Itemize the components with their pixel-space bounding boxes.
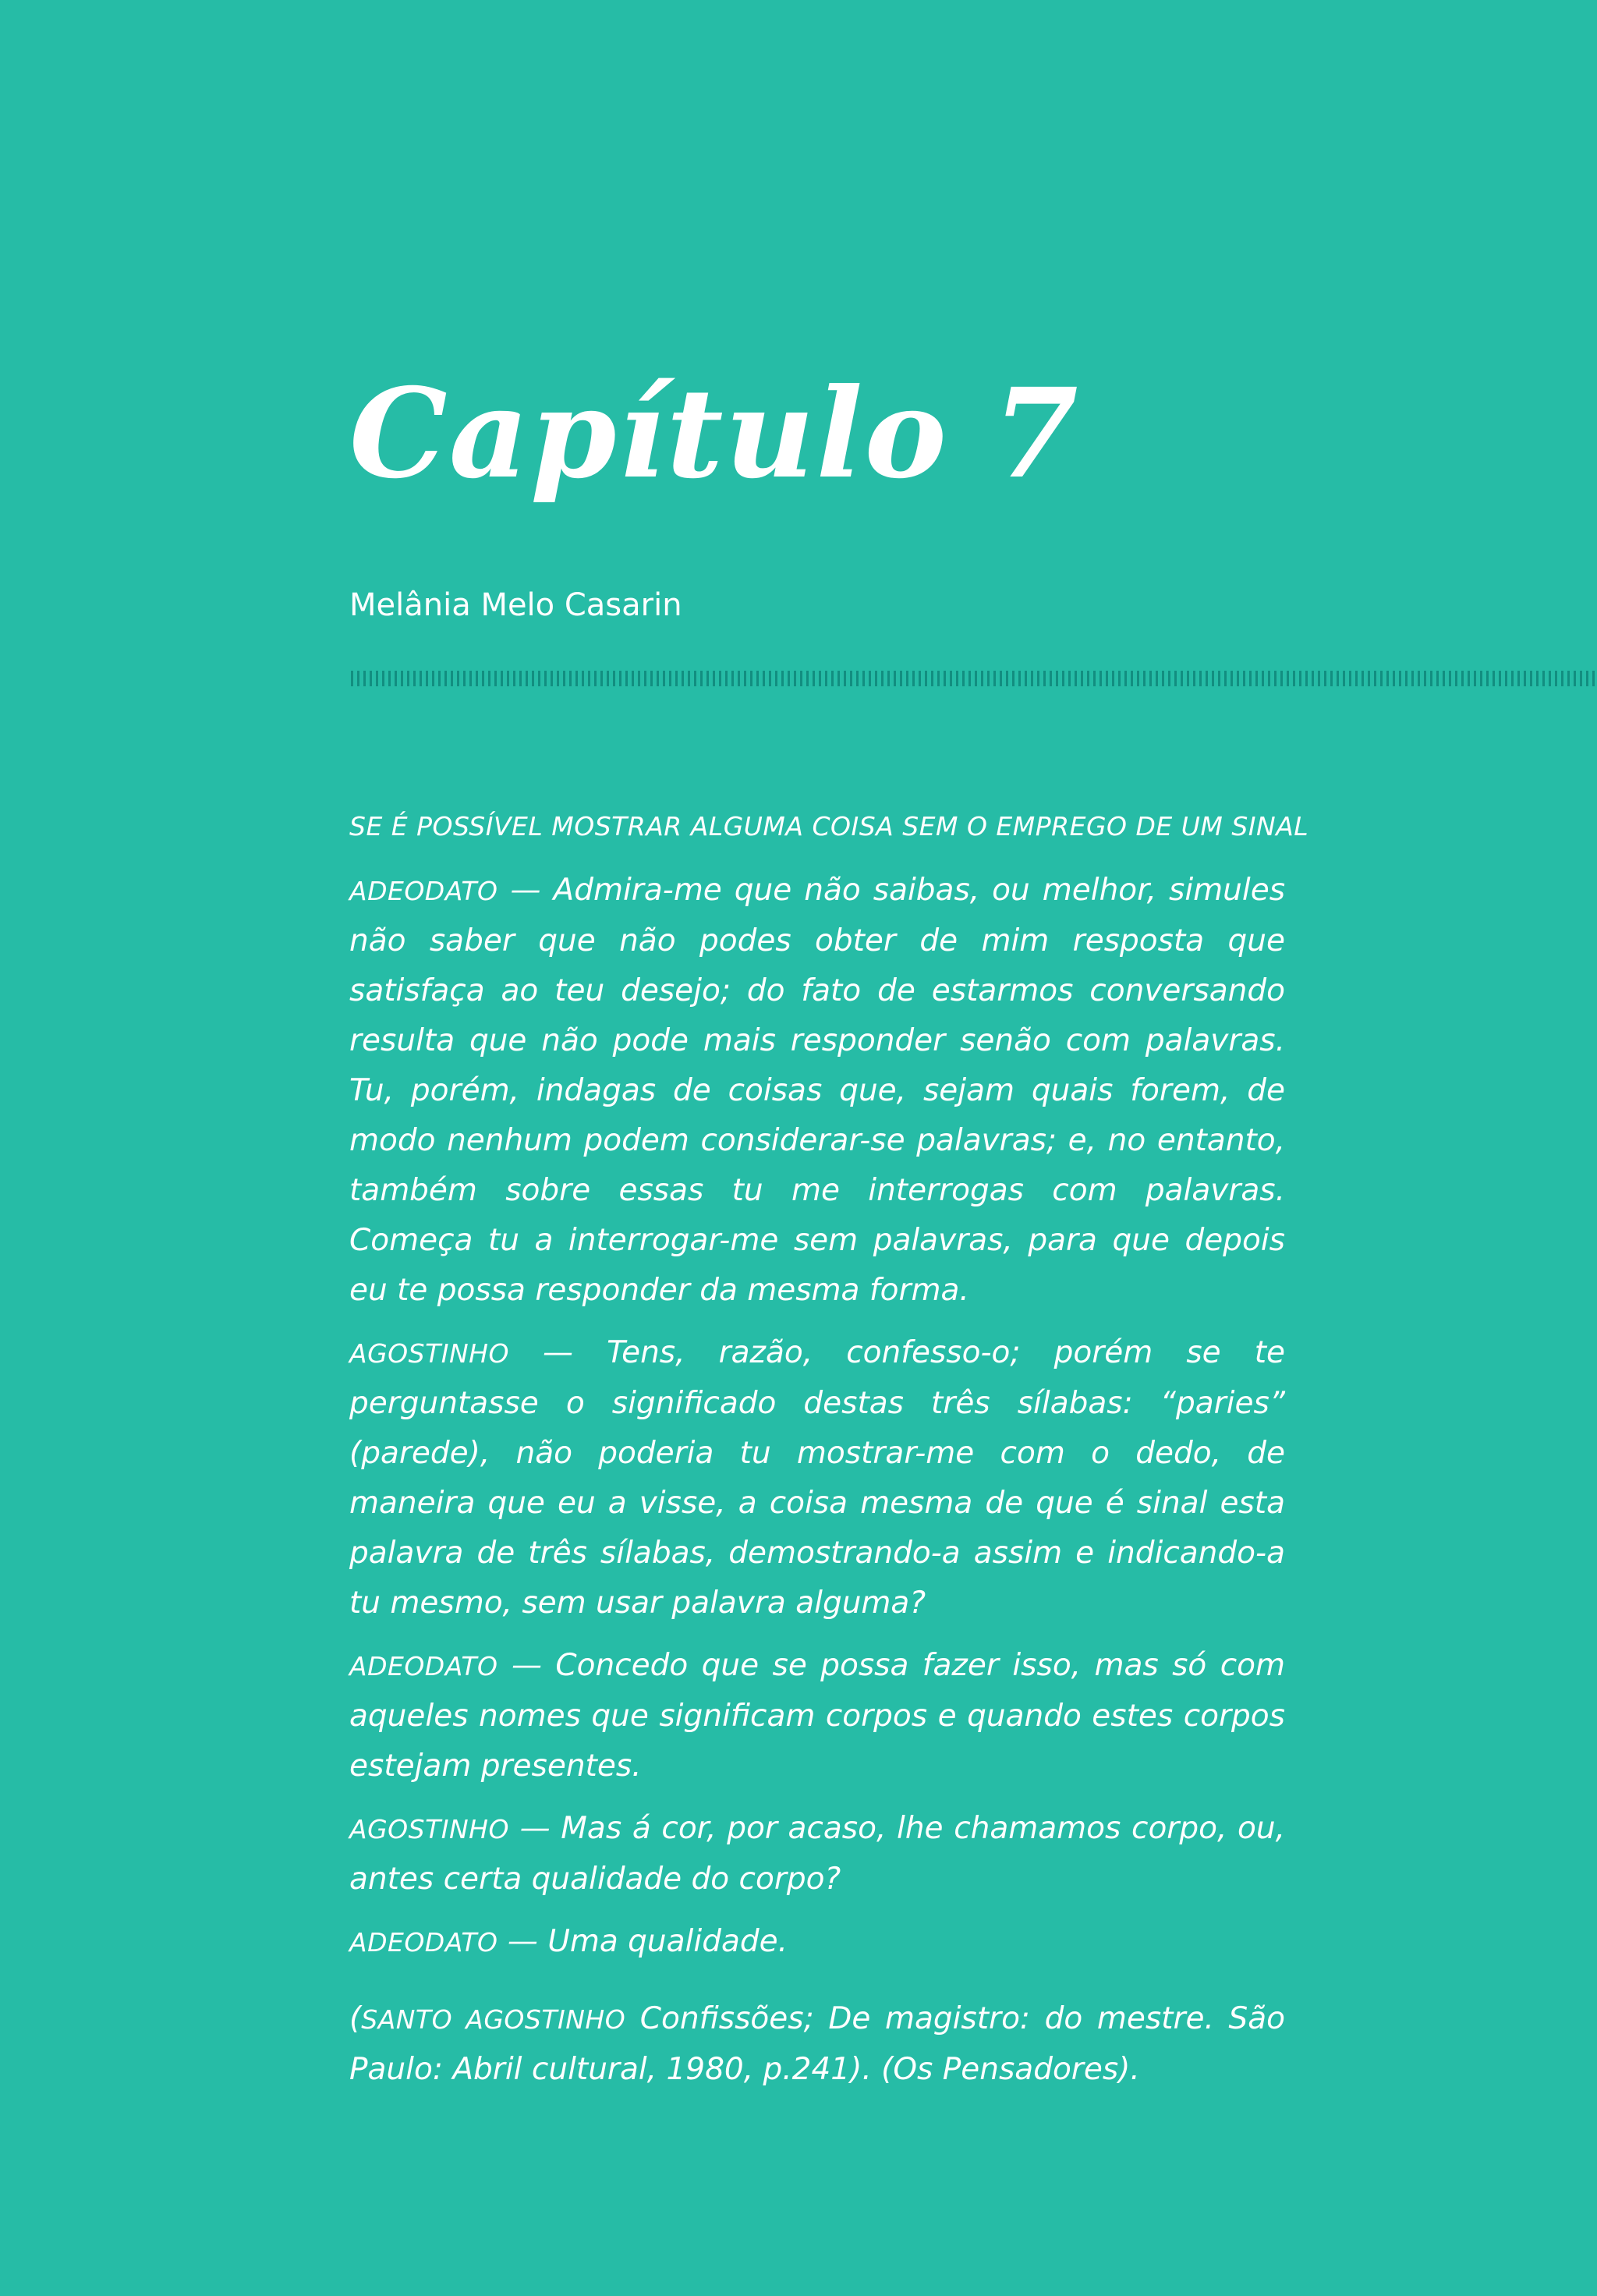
speaker-name: ADEODATO	[349, 1927, 498, 1958]
dialogue-turn	[349, 1917, 1285, 1968]
citation-open-paren: (	[349, 2001, 362, 2036]
speaker-name: AGOSTINHO	[349, 1338, 509, 1369]
source-citation	[349, 1994, 1285, 2095]
dialogue-turn	[349, 1804, 1285, 1904]
excerpt	[349, 803, 1309, 2095]
citation-text: Confissões; De magistro: do mestre. São Paulo: Abril cultural, 1980, p.241). (Os Pensadores).	[349, 2001, 1286, 2087]
citation-author: SANTO AGOSTINHO	[361, 2004, 626, 2035]
dialogue-text: Admira-me que não saibas, ou melhor, simules não saber que não podes obter de mim resposta que satisfaça ao teu desejo; do fato de estarmos conversando resulta que não pode mais responder senão com palavras. Tu, porém, indagas de coisas que, sejam quais forem, de modo nenhum podem considerar-se palavras; e, no entanto, também sobre essas tu me interrogas com palavras. Começa tu a interrogar-me sem palavras, para que depois eu te possa responder da mesma forma.	[349, 873, 1286, 1308]
dialogue-dash: —	[498, 1924, 548, 1959]
chapter-title: Capítulo 7	[349, 362, 1080, 506]
speaker-name: AGOSTINHO	[349, 1814, 509, 1844]
dialogue-turn	[349, 1641, 1285, 1791]
dialogue-dash: —	[508, 1811, 561, 1846]
dialogue-dash: —	[498, 1648, 556, 1683]
dialogue-text: Uma qualidade.	[547, 1924, 788, 1959]
section-heading: SE É POSSÍVEL MOSTRAR ALGUMA COISA SEM O EMPREGO DE UM SINAL	[349, 811, 1309, 842]
dialogue-text: Concedo que se possa fazer isso, mas só com aqueles nomes que significam corpos e quando estes corpos estejam presentes.	[349, 1648, 1285, 1784]
dotted-divider	[349, 669, 1597, 688]
dialogue-turn	[349, 866, 1285, 1316]
speaker-name: ADEODATO	[349, 876, 498, 906]
dialogue-turn	[349, 1328, 1285, 1628]
chapter-author: Melânia Melo Casarin	[349, 587, 682, 623]
dialogue-dash: —	[508, 1335, 607, 1370]
dialogue-text: Mas á cor, por acaso, lhe chamamos corpo, ou, antes certa qualidade do corpo?	[349, 1811, 1286, 1897]
dialogue-dash: —	[498, 873, 554, 908]
dialogue-text: Tens, razão, confesso-o; porém se te perguntasse o significado destas três sílabas: “paries” (parede), não poderia tu mostrar-me com o dedo, de maneira que eu a visse, a coisa mesma de que é sinal esta palavra de três sílabas, demostrando-a assim e indicando-a tu mesmo, sem usar palavra alguma?	[349, 1335, 1286, 1621]
speaker-name: ADEODATO	[349, 1651, 498, 1681]
